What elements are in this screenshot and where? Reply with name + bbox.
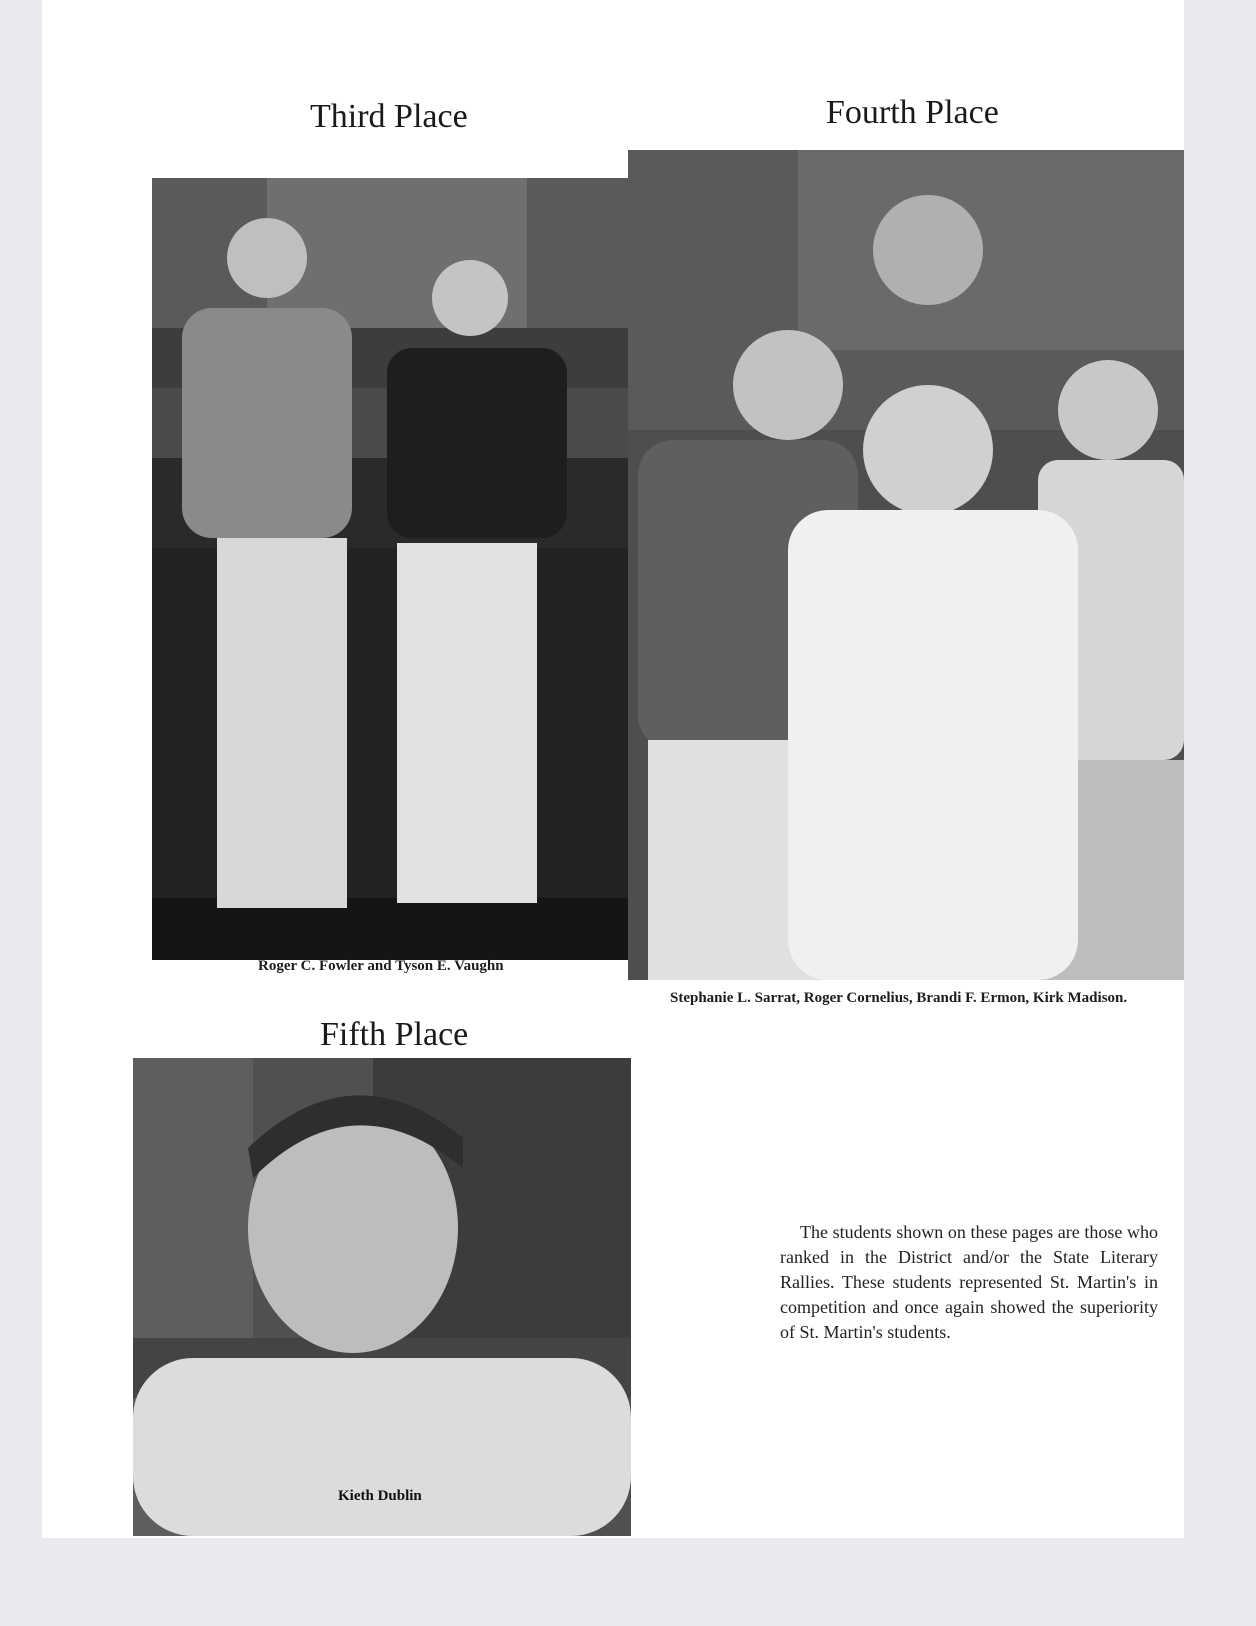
heading-third-place: Third Place (310, 98, 468, 135)
photo-third-place (152, 178, 630, 960)
caption-fifth-place: Kieth Dublin (338, 1488, 422, 1504)
caption-third-place: Roger C. Fowler and Tyson E. Vaughn (258, 958, 504, 974)
photo-fourth-place (628, 150, 1184, 980)
photo-fifth-place (133, 1058, 631, 1536)
heading-fifth-place: Fifth Place (320, 1016, 469, 1053)
caption-fourth-place: Stephanie L. Sarrat, Roger Cornelius, Brandi F. Ermon, Kirk Madison. (670, 990, 1128, 1006)
body-paragraph: The students shown on these pages are those who ranked in the District and/or the State Literary Rallies. These students represented St. Martin's in competition and once again showed the superiority of St. Martin's students. (780, 1222, 1158, 1342)
heading-fourth-place: Fourth Place (826, 94, 999, 131)
